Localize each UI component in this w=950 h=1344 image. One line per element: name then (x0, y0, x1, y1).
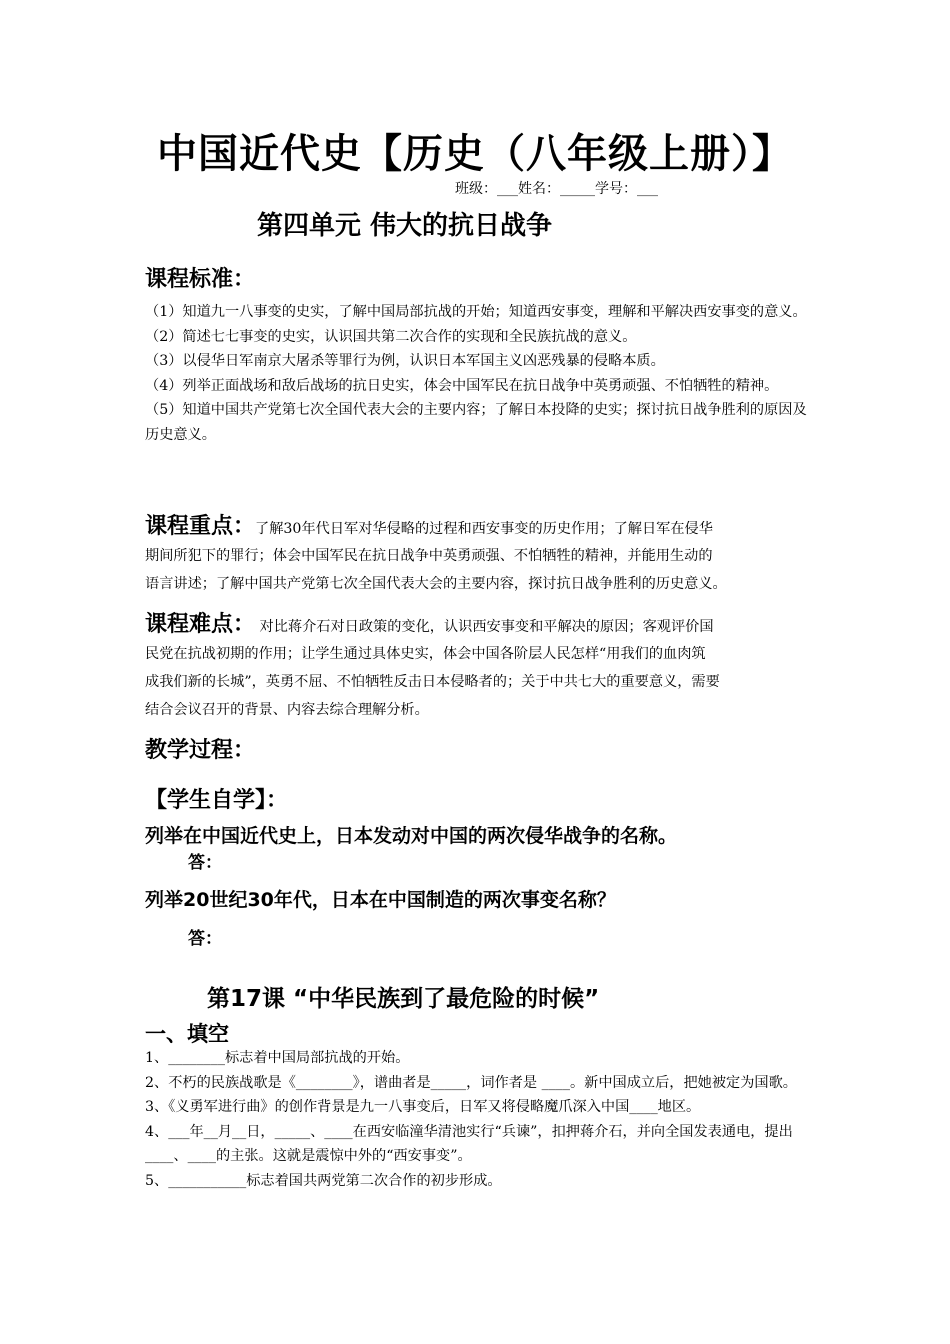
process-heading: 教学过程： (145, 738, 256, 763)
standard-item: （3）以侵华日军南京大屠杀等罪行为例，认识日本军国主义凶恶残暴的侵略本质。 (145, 353, 665, 369)
question-2: 列举20世纪30年代，日本在中国制造的两次事变名称？ (145, 889, 616, 911)
class-info-line: 班级：___姓名：_____学号：___ (455, 181, 658, 197)
question-1: 列举在中国近代史上，日本发动对中国的两次侵华战争的名称。 (145, 825, 678, 847)
key-points-text: 语言讲述；了解中国共产党第七次全国代表大会的主要内容，探讨抗日战争胜利的历史意义。 (145, 576, 727, 592)
answer-2-label: 答： (188, 929, 222, 949)
standards-list (145, 300, 815, 447)
self-study-heading: 【学生自学】： (145, 788, 289, 813)
standard-item: （2）简述七七事变的史实，认识国共第二次合作的实现和全民族抗战的意义。 (145, 328, 637, 345)
difficulties-text: 结合会议召开的背景、内容去综合理解分析。 (145, 702, 429, 718)
key-points-block (145, 512, 820, 598)
lesson-title: 第17课 “中华民族到了最危险的时候” (207, 986, 600, 1012)
difficulties-text: 成我们新的长城”，英勇不屈、不怕牺牲反击日本侵略者的；关于中共七大的重要意义，需要 (145, 674, 720, 690)
fill-section-heading: 一、填空 (145, 1022, 229, 1046)
fill-blank-list (145, 1046, 815, 1193)
document-title: 中国近代史【历史（八年级上册）】 (157, 131, 793, 177)
standard-item: （1）知道九一八事变的史实，了解中国局部抗战的开始；知道西安事变，理解和平解决西安事变的意义。 (145, 304, 807, 320)
standards-heading: 课程标准： (145, 267, 256, 292)
answer-1-label: 答： (188, 853, 222, 873)
fill-item: 5、___________标志着国共两党第二次合作的初步形成。 (145, 1172, 502, 1189)
key-points-text: 了解30年代日军对华侵略的过程和西安事变的历史作用；了解日军在侵华 (255, 521, 713, 537)
difficulties-text: 民党在抗战初期的作用；让学生通过具体史实，体会中国各阶层人民怎样“用我们的血肉筑 (145, 646, 706, 662)
fill-item: 1、________标志着中国局部抗战的开始。 (145, 1050, 410, 1066)
key-points-heading: 课程重点： (145, 514, 256, 539)
difficulties-text: 对比蒋介石对日政策的变化，认识西安事变和平解决的原因；客观评价国 (255, 619, 714, 635)
difficulties-heading: 课程难点： (145, 612, 256, 637)
difficulties-block (145, 610, 820, 724)
fill-item: 3、《义勇军进行曲》的创作背景是九一八事变后，日军又将侵略魔爪深入中国____地区。 (145, 1099, 701, 1115)
standard-item: （5）知道中国共产党第七次全国代表大会的主要内容；了解日本投降的史实；探讨抗日战争胜利的原因及历史意义。 (145, 402, 807, 443)
unit-title: 第四单元 伟大的抗日战争 (257, 211, 553, 241)
standard-item: （4）列举正面战场和敌后战场的抗日史实，体会中国军民在抗日战争中英勇顽强、不怕牺牲的精神。 (145, 377, 779, 394)
fill-item: 2、不朽的民族战歌是《________》，谱曲者是_____，词作者是 ____。新中国成立后，把她被定为国歌。 (145, 1074, 797, 1091)
fill-item: 4、___年__月__日，_____、____在西安临潼华清池实行“兵谏”，扣押蒋介石，并向全国发表通电，提出____、____的主张。这就是震惊中外的“西安事变”。 (145, 1123, 793, 1164)
key-points-text: 期间所犯下的罪行；体会中国军民在抗日战争中英勇顽强、不怕牺牲的精神，并能用生动的 (145, 548, 713, 564)
